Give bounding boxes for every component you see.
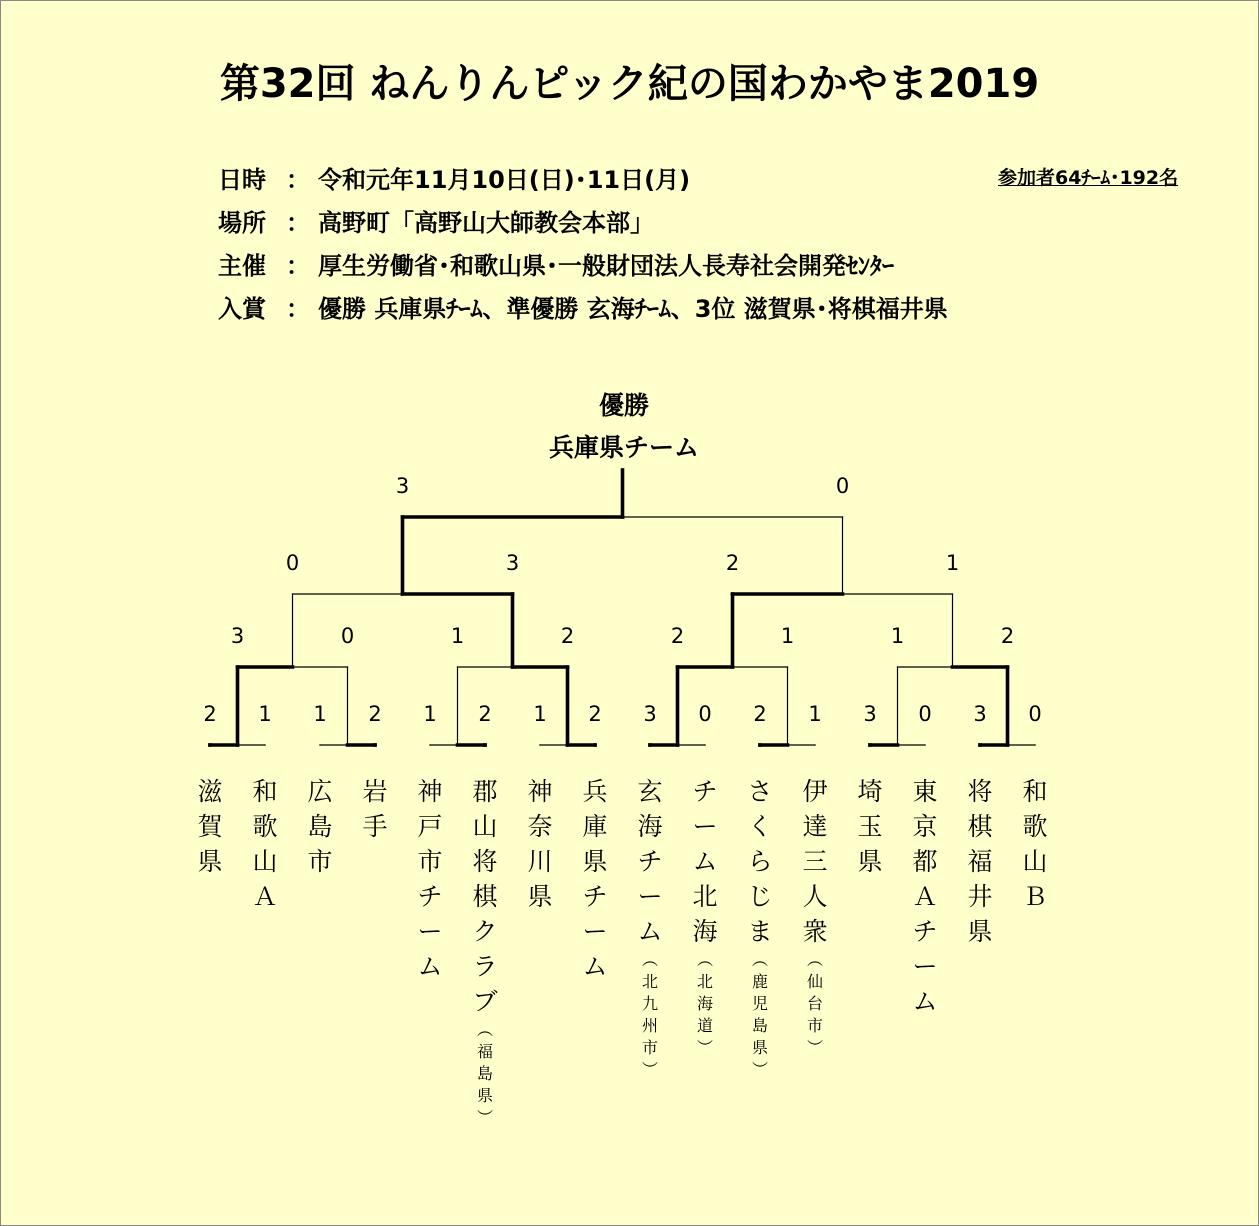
match-score: 2 bbox=[203, 702, 217, 726]
team-name-char: 将 bbox=[472, 847, 498, 876]
team-sub-char: 児 bbox=[751, 994, 769, 1013]
match-score: 2 bbox=[478, 702, 492, 726]
team-name-char: チ bbox=[912, 917, 938, 946]
team-name-char: 人 bbox=[802, 882, 828, 911]
team-name-char: 井 bbox=[967, 882, 993, 911]
team-name-char: 歌 bbox=[252, 812, 278, 841]
info-value: 優勝 兵庫県ﾁｰﾑ、準優勝 玄海ﾁｰﾑ、3位 滋賀県･将棋福井県 bbox=[318, 295, 948, 323]
team-name-char: ー bbox=[417, 917, 443, 946]
match-score: 1 bbox=[945, 551, 960, 575]
team-name-char: 県 bbox=[527, 882, 553, 911]
team-name-char: Ｂ bbox=[1022, 882, 1048, 911]
team-name-char: く bbox=[747, 812, 773, 841]
team-name-char: ム bbox=[582, 952, 608, 981]
team-name-char: 伊 bbox=[802, 777, 828, 806]
match-score: 2 bbox=[725, 551, 740, 575]
match-score: 2 bbox=[588, 702, 602, 726]
match-score: 0 bbox=[285, 551, 300, 575]
team-name-char: 棋 bbox=[967, 812, 993, 841]
match-score: 1 bbox=[533, 702, 547, 726]
match-score: 1 bbox=[450, 624, 465, 648]
team-name-char: ー bbox=[637, 882, 663, 911]
team-name-char: 戸 bbox=[417, 812, 443, 841]
champion-label: 優勝 bbox=[598, 391, 649, 420]
match-score: 3 bbox=[643, 702, 657, 726]
team-name-char: 和 bbox=[1022, 777, 1048, 806]
match-score: 1 bbox=[780, 624, 795, 648]
team-sub-char: 北 bbox=[696, 972, 714, 991]
match-score: 0 bbox=[918, 702, 932, 726]
team-name-char: 玄 bbox=[637, 777, 663, 806]
info-separator: ： bbox=[286, 209, 310, 237]
info-value: 厚生労働省･和歌山県･一般財団法人長寿社会開発ｾﾝﾀｰ bbox=[318, 252, 894, 280]
team-name-char: ら bbox=[747, 847, 773, 876]
team-name-char: 岩 bbox=[362, 777, 388, 806]
team-name-char: 海 bbox=[692, 917, 718, 946]
match-score: 1 bbox=[890, 624, 905, 648]
team-name-char: 埼 bbox=[857, 777, 883, 806]
team-name-char: ム bbox=[417, 952, 443, 981]
team-name-char: 郡 bbox=[472, 777, 498, 806]
team-name-char: 神 bbox=[527, 777, 553, 806]
team-sub-char: 九 bbox=[641, 994, 659, 1013]
team-sub-char: 鹿 bbox=[751, 972, 769, 991]
match-score: 2 bbox=[560, 624, 575, 648]
team-sub-char: 海 bbox=[696, 994, 714, 1013]
team-name-char: 川 bbox=[527, 847, 553, 876]
team-sub-char: 台 bbox=[806, 994, 824, 1013]
info-label: 場所 bbox=[218, 209, 266, 237]
team-sub-char: 市 bbox=[806, 1016, 824, 1035]
team-name-char: 県 bbox=[197, 847, 223, 876]
team-name-char: 県 bbox=[582, 847, 608, 876]
match-score: 0 bbox=[1028, 702, 1042, 726]
team-name-char: 市 bbox=[307, 847, 333, 876]
team-sub-char: 福 bbox=[476, 1042, 494, 1061]
team-sub-char: ） bbox=[640, 1060, 659, 1078]
team-name-char: 歌 bbox=[1022, 812, 1048, 841]
team-name-char: ム bbox=[692, 847, 718, 876]
team-name-char: ラ bbox=[472, 952, 498, 981]
team-name-char: 東 bbox=[912, 777, 938, 806]
match-score: 2 bbox=[1000, 624, 1015, 648]
team-name-char: 玉 bbox=[857, 812, 883, 841]
info-label: 日時 bbox=[218, 166, 266, 194]
team-name-char: 将 bbox=[967, 777, 993, 806]
team-name-char: じ bbox=[747, 882, 773, 911]
team-name-char: ま bbox=[747, 917, 773, 946]
team-name-char: 滋 bbox=[197, 777, 223, 806]
match-score: 1 bbox=[313, 702, 327, 726]
info-separator: ： bbox=[286, 295, 310, 323]
team-name-char: チ bbox=[637, 847, 663, 876]
team-name-char: ー bbox=[912, 952, 938, 981]
team-name-char: 海 bbox=[637, 812, 663, 841]
team-sub-char: 県 bbox=[476, 1086, 494, 1105]
team-sub-char: ） bbox=[695, 1038, 714, 1056]
team-sub-char: ） bbox=[475, 1108, 494, 1126]
team-name-char: チ bbox=[692, 777, 718, 806]
team-sub-char: 仙 bbox=[806, 972, 824, 991]
team-name-char: 賀 bbox=[197, 812, 223, 841]
team-name-char: 県 bbox=[857, 847, 883, 876]
team-name-char: 棋 bbox=[472, 882, 498, 911]
team-sub-char: （ bbox=[475, 1020, 494, 1038]
match-score: 0 bbox=[835, 474, 850, 498]
match-score: 1 bbox=[258, 702, 272, 726]
team-name-char: ク bbox=[472, 917, 498, 946]
team-name-char: 島 bbox=[307, 812, 333, 841]
team-name-char: ー bbox=[692, 812, 718, 841]
match-score: 1 bbox=[808, 702, 822, 726]
team-name-char: ー bbox=[582, 917, 608, 946]
team-name-char: 奈 bbox=[527, 812, 553, 841]
match-score: 1 bbox=[423, 702, 437, 726]
champion-team: 兵庫県チーム bbox=[548, 433, 699, 462]
team-name-char: Ａ bbox=[252, 882, 278, 911]
info-separator: ： bbox=[286, 252, 310, 280]
match-score: 3 bbox=[505, 551, 520, 575]
team-name-char: チ bbox=[417, 882, 443, 911]
team-name-char: 達 bbox=[802, 812, 828, 841]
team-sub-char: （ bbox=[805, 950, 824, 968]
team-name-char: さ bbox=[747, 777, 773, 806]
team-name-char: 京 bbox=[912, 812, 938, 841]
team-name-char: 県 bbox=[967, 917, 993, 946]
team-sub-char: ） bbox=[805, 1038, 824, 1056]
team-name-char: 北 bbox=[692, 882, 718, 911]
team-sub-char: 道 bbox=[696, 1016, 714, 1035]
info-label: 主催 bbox=[218, 252, 266, 280]
team-name-char: 三 bbox=[802, 847, 828, 876]
team-name-char: ム bbox=[912, 987, 938, 1016]
info-value: 令和元年11月10日(日)･11日(月) bbox=[318, 166, 691, 194]
team-name-char: 山 bbox=[1022, 847, 1048, 876]
team-name-char: 和 bbox=[252, 777, 278, 806]
team-name-char: 都 bbox=[912, 847, 938, 876]
team-name-char: 庫 bbox=[582, 812, 608, 841]
match-score: 3 bbox=[973, 702, 987, 726]
team-name-char: Ａ bbox=[912, 882, 938, 911]
team-sub-char: 県 bbox=[751, 1038, 769, 1057]
team-sub-char: ） bbox=[750, 1060, 769, 1078]
team-name-char: 神 bbox=[417, 777, 443, 806]
team-sub-char: 北 bbox=[641, 972, 659, 991]
match-score: 3 bbox=[230, 624, 245, 648]
team-sub-char: （ bbox=[640, 950, 659, 968]
team-name-char: 福 bbox=[967, 847, 993, 876]
match-score: 3 bbox=[863, 702, 877, 726]
match-score: 0 bbox=[340, 624, 355, 648]
team-name-char: 市 bbox=[417, 847, 443, 876]
team-name-char: 山 bbox=[252, 847, 278, 876]
team-sub-char: 島 bbox=[751, 1016, 769, 1035]
team-name-char: 衆 bbox=[802, 917, 828, 946]
info-separator: ： bbox=[286, 166, 310, 194]
team-name-char: ム bbox=[637, 917, 663, 946]
team-sub-char: （ bbox=[750, 950, 769, 968]
match-score: 3 bbox=[395, 474, 410, 498]
match-score: 2 bbox=[670, 624, 685, 648]
team-sub-char: 市 bbox=[641, 1038, 659, 1057]
team-sub-char: 州 bbox=[641, 1016, 659, 1035]
info-label: 入賞 bbox=[218, 295, 266, 323]
team-name-char: ブ bbox=[472, 987, 498, 1016]
team-name-char: 広 bbox=[307, 777, 333, 806]
team-name-char: 山 bbox=[472, 812, 498, 841]
match-score: 0 bbox=[698, 702, 712, 726]
team-sub-char: 島 bbox=[476, 1064, 494, 1083]
page-title: 第32回 ねんりんピック紀の国わかやま2019 bbox=[219, 61, 1040, 107]
participants-count: 参加者64ﾁｰﾑ･192名 bbox=[998, 167, 1179, 189]
team-name-char: チ bbox=[582, 882, 608, 911]
team-name-char: 兵 bbox=[582, 777, 608, 806]
team-sub-char: （ bbox=[695, 950, 714, 968]
info-value: 高野町「高野山大師教会本部」 bbox=[318, 209, 654, 237]
team-name-char: 手 bbox=[362, 812, 388, 841]
match-score: 2 bbox=[753, 702, 767, 726]
match-score: 2 bbox=[368, 702, 382, 726]
